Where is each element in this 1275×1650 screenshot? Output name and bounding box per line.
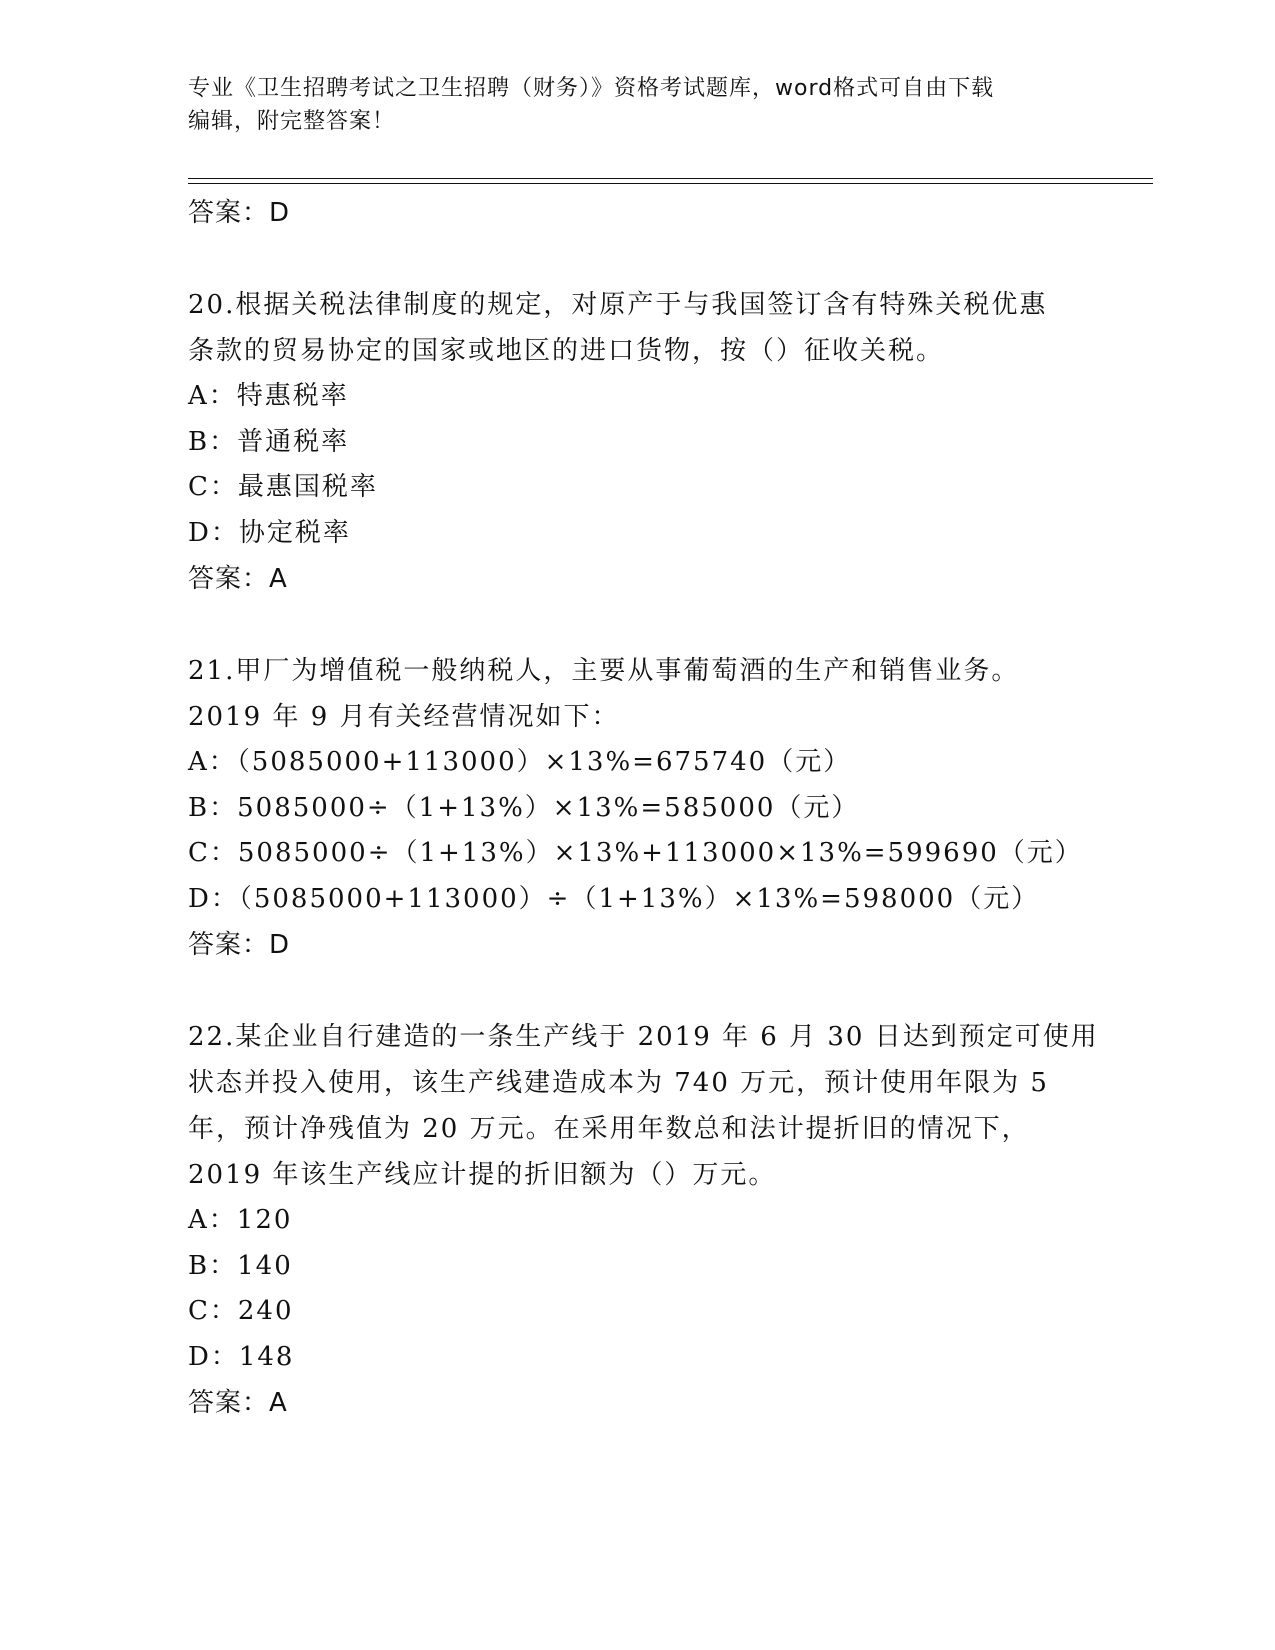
question-22	[188, 1014, 1099, 1426]
question-21-option-a: A：（5085000+113000）×13%=675740（元）	[188, 747, 852, 777]
spacer	[188, 602, 1088, 648]
question-20-option-b: B：普通税率	[188, 426, 350, 457]
page-header	[188, 72, 1088, 138]
question-20-option-d: D：协定税率	[188, 517, 351, 548]
question-20-option-a: A：特惠税率	[188, 381, 349, 411]
question-20-text-line-1: 20.根据关税法律制度的规定，对原产于与我国签订含有特殊关税优惠	[188, 290, 1048, 320]
question-21-text-line-2: 2019 年 9 月有关经营情况如下：	[188, 702, 620, 732]
header-line-2: 编辑，附完整答案！	[188, 109, 396, 134]
header-line-1: 专业《卫生招聘考试之卫生招聘（财务）》资格考试题库，word格式可自由下载	[188, 76, 995, 101]
question-21-option-b: B：5085000÷（1+13%）×13%=585000（元）	[188, 792, 860, 823]
question-22-option-d: D：148	[188, 1341, 295, 1372]
question-content	[188, 190, 1099, 1426]
question-22-text-line-1: 22.某企业自行建造的一条生产线于 2019 年 6 月 30 日达到预定可使用	[188, 1022, 1099, 1052]
previous-answer: 答案：D	[188, 198, 291, 228]
question-22-option-a: A：120	[188, 1205, 293, 1235]
question-21-option-d: D：（5085000+113000）÷（1+13%）×13%=598000（元）	[188, 883, 1040, 914]
spacer	[188, 236, 1088, 282]
question-22-option-c: C：240	[188, 1296, 294, 1326]
question-21-option-c: C：5085000÷（1+13%）×13%+113000×13%=599690（元）	[188, 838, 1083, 868]
question-22-option-b: B：140	[188, 1250, 293, 1281]
question-20-answer: 答案：A	[188, 564, 288, 594]
question-22-text-line-2: 状态并投入使用，该生产线建造成本为 740 万元，预计使用年限为 5	[188, 1068, 1049, 1098]
question-20	[188, 282, 1088, 602]
question-21	[188, 648, 1088, 968]
question-22-text-line-3: 年，预计净残值为 20 万元。在采用年数总和法计提折旧的情况下，	[188, 1114, 1030, 1144]
question-20-text-line-2: 条款的贸易协定的国家或地区的进口货物，按（）征收关税。	[188, 336, 945, 366]
question-21-answer: 答案：D	[188, 930, 291, 960]
question-22-text-line-4: 2019 年该生产线应计提的折旧额为（）万元。	[188, 1160, 777, 1190]
spacer	[188, 968, 1088, 1014]
question-22-answer: 答案：A	[188, 1388, 288, 1418]
question-20-option-c: C：最惠国税率	[188, 472, 378, 502]
header-divider-bottom	[188, 183, 1153, 184]
header-divider-top	[188, 178, 1153, 179]
question-21-text-line-1: 21.甲厂为增值税一般纳税人，主要从事葡萄酒的生产和销售业务。	[188, 656, 1020, 686]
